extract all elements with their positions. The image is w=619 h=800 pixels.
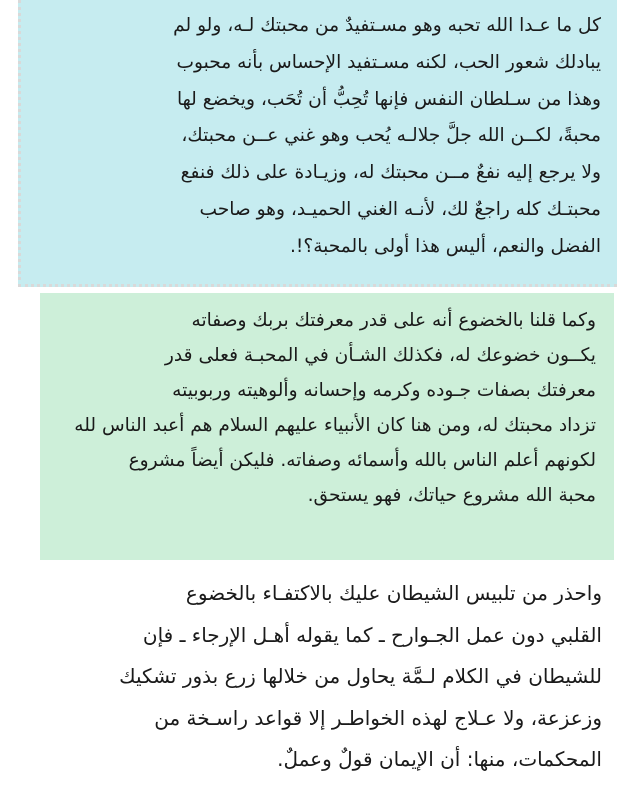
paragraph-block-knowledge-and-love [40,293,614,560]
paragraph-block-love-of-god [18,0,617,287]
paragraph-text: وكما قلنا بالخضوع أنه على قدر معرفتك بربك وصفاته يكــون خضوعك له، فكذلك الشـأن في المحبـة فعلى قدر معرفتك بصفات جـوده وكرمه وإحسانه وألوهيته وربوبيته تزداد محبتك له، ومن هنا كان الأنبياء عليهم السلام هم أعبد الناس لله لكونهم أعلم الناس بالله وأسمائه وصفاته. فليكن أيضاً مشروع محبة الله مشروع حياتك، فهو يستحق. [74,310,596,506]
paragraph-block-warning [24,567,614,797]
paragraph-text: كل ما عـدا الله تحبه وهو مسـتفيدٌ من محبتك لـه، ولو لم يبادلك شعور الحب، لكنه مسـتفيد الإحساس بأنه محبوب وهذا من سـلطان النفس فإنها تُحِبُّ أن تُحَب، ويخضع لها محبةً، لكــن الله جلَّ جلالـه يُحب وهو غني عــن محبتك، ولا يرجع إليه نفعٌ مــن محبتك له، وزيـادة على ذلك فنفع محبتـك كله راجعٌ لك، لأنـه الغني الحميـد، وهو صاحب الفضل والنعم، أليس هذا أولى بالمحبة؟!. [173,15,601,257]
paragraph-text: واحذر من تلبيس الشيطان عليك بالاكتفـاء بالخضوع القلبي دون عمل الجـوارح ـ كما يقوله أهـل الإرجاء ـ فإن للشيطان في الكلام لـمَّة يحاول من خلالها زرع بذور تشكيك وزعزعة، ولا عـلاج لهذه الخواطـر إلا قواعد راسـخة من المحكمات، منها: أن الإيمان قولٌ وعملٌ. [119,581,602,772]
